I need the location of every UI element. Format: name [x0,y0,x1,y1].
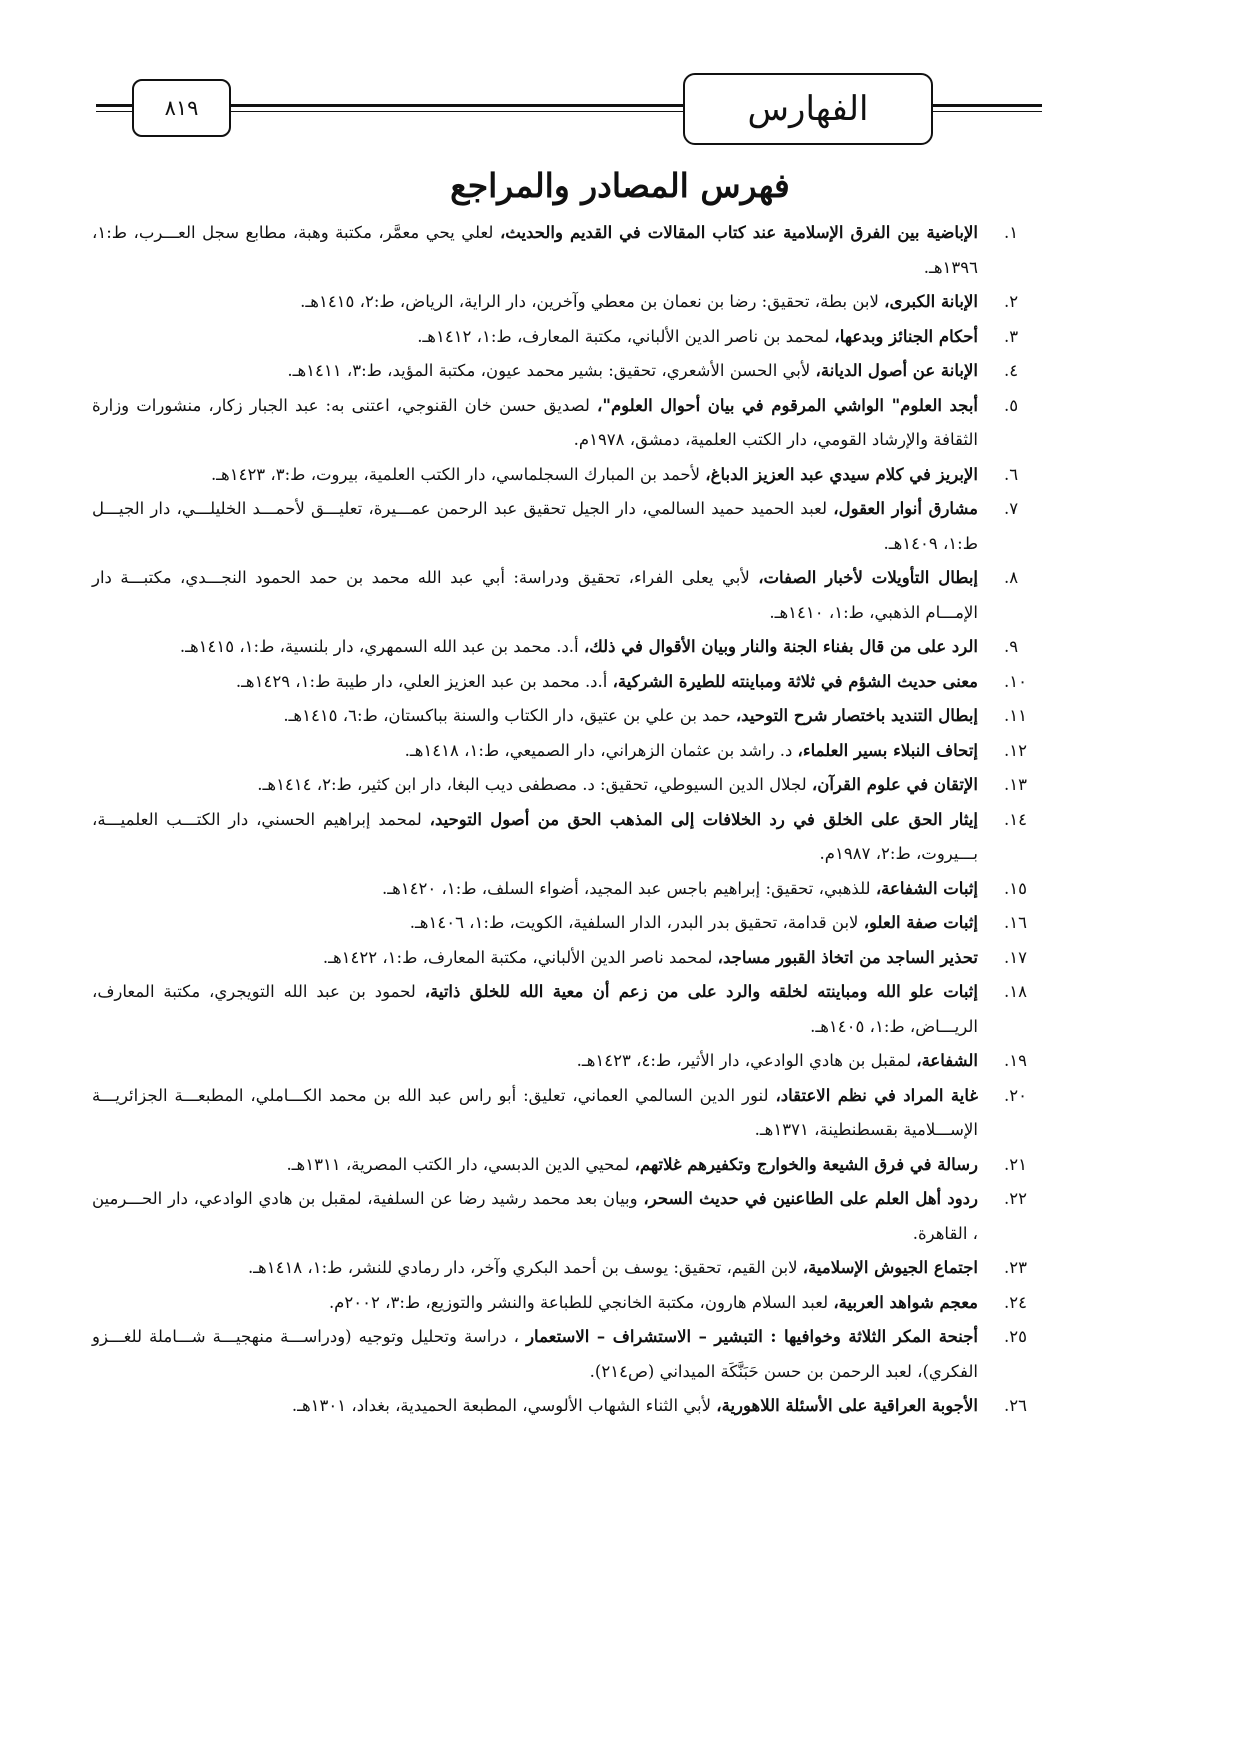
list-item [92,458,1052,493]
entry-details: لعبد الحميد حميد السالمي، دار الجيل تحقيق عبد الرحمن عمـــيرة، تعليـــق لأحمـــد الخليلـــي، دار الجيـــل ط:١، ١٤٠٩هـ. [92,499,978,553]
entry-details: لأبي الحسن الأشعري، تحقيق: بشير محمد عيون، مكتبة المؤيد، ط:٣، ١٤١١هـ. [287,361,816,380]
entry-details: لابن قدامة، تحقيق بدر البدر، الدار السلفية، الكويت، ط:١، ١٤٠٦هـ. [409,913,864,932]
entry-details: لمقبل بن هادي الوادعي، دار الأثير، ط:٤، ١٤٢٣هـ. [576,1051,917,1070]
entry-number: ٢٥. [1004,1327,1027,1346]
entry-title: إثبات الشفاعة، [875,878,978,898]
entry-details: لمحمد بن ناصر الدين الألباني، مكتبة المعارف، ط:١، ١٤١٢هـ. [417,326,835,346]
entry-title: أحكام الجنائز وبدعها، [834,326,978,346]
entry-title: إثبات صفة العلو، [863,913,978,932]
entry-details: أ.د. محمد بن عبد العزيز العلي، دار طيبة ط:١، ١٤٢٩هـ. [235,671,613,691]
entry-details: لجلال الدين السيوطي، تحقيق: د. مصطفى ديب البغا، دار ابن كثير، ط:٢، ١٤١٤هـ. [257,775,812,794]
entry-details: لحمود بن عبد الله التويجري، مكتبة المعارف، الريـــاض، ط:١، ١٤٠٥هـ. [92,982,978,1036]
entry-details: لابن القيم، تحقيق: يوسف بن أحمد البكري وآخر، دار رمادي للنشر، ط:١، ١٤١٨هـ. [247,1258,803,1277]
entry-details: لأحمد بن المبارك السجلماسي، دار الكتب العلمية، بيروت، ط:٣، ١٤٢٣هـ. [210,464,706,484]
entry-number: ١٩. [1004,1051,1027,1070]
entry-details: ، دراسة وتحليل وتوجيه (ودراســـة منهجيـــة شـــاملة للغـــزو الفكري)، لعبد الرحمن بن حسن حَبَنَّكَة الميداني (ص٢١٤). [92,1327,978,1381]
entry-title: الشفاعة، [916,1051,978,1070]
entry-details: لعلي يحي معمَّر، مكتبة وهبة، مطابع سجل العـــرب، ط:١، ١٣٩٦هـ. [92,223,978,277]
list-item [92,285,1052,320]
entry-title: إثبات علو الله ومباينته لخلقه والرد على من زعم أن معية الله للخلق ذاتية، [424,982,978,1001]
entry-title: الإبانة الكبرى، [884,292,978,311]
entry-details: لعبد السلام هارون، مكتبة الخانجي للطباعة والنشر والتوزيع، ط:٣، ٢٠٠٢م. [328,1292,834,1312]
entry-number: ٦. [1004,464,1019,484]
entry-number: ٥. [1004,395,1019,415]
list-item [92,1251,1052,1286]
list-item [92,665,1052,700]
entry-title: اجتماع الجيوش الإسلامية، [802,1258,978,1277]
list-item [92,630,1052,665]
list-item [92,1389,1052,1424]
list-item [92,492,1052,561]
section-title-box [683,73,933,145]
entry-title: إيثار الحق على الخلق في رد الخلافات إلى المذهب الحق من أصول التوحيد، [429,809,978,829]
list-item [92,872,1052,907]
entry-details: لمحيي الدين الدبسي، دار الكتب المصرية، ١٣١١هـ. [286,1154,635,1174]
list-item [92,389,1052,458]
entry-details: أ.د. محمد بن عبد الله السمهري، دار بلنسية، ط:١، ١٤١٥هـ. [179,637,584,656]
entry-title: الإباضية بين الفرق الإسلامية عند كتاب المقالات في القديم والحديث، [499,223,978,242]
entry-number: ١. [1004,223,1019,242]
entry-details: لمحمد إبراهيم الحسني، دار الكتـــب العلميـــة، بـــيروت، ط:٢، ١٩٨٧م. [92,809,978,863]
entry-number: ٢٢. [1004,1189,1027,1208]
list-item [92,906,1052,941]
list-item [92,1320,1052,1389]
list-item [92,699,1052,734]
entry-details: لصديق حسن خان القنوجي، اعتنى به: عبد الجبار زكار، منشورات وزارة الثقافة والإرشاد القومي، دار الكتب العلمية، دمشق، ١٩٧٨م. [92,395,978,449]
list-item [92,354,1052,389]
list-item [92,1148,1052,1183]
entry-details: لأبي يعلى الفراء، تحقيق ودراسة: أبي عبد الله محمد بن حمد الحمود النجـــدي، مكتبـــة دار الإمـــام الذهبي، ط:١، ١٤١٠هـ. [92,568,978,622]
entry-number: ١٥. [1004,878,1027,898]
list-item [92,216,1052,285]
entry-title: الإبانة عن أصول الديانة، [815,361,978,380]
entry-number: ٢. [1004,292,1019,311]
entry-details: د. راشد بن عثمان الزهراني، دار الصميعي، ط:١، ١٤١٨هـ. [404,740,798,760]
entry-number: ١٢. [1004,740,1027,760]
entry-title: معجم شواهد العربية، [833,1292,978,1312]
entry-title: رسالة في فرق الشيعة والخوارج وتكفيرهم غلاتهم، [634,1154,978,1174]
list-item [92,975,1052,1044]
list-item [92,561,1052,630]
list-item [92,734,1052,769]
entry-details: لابن بطة، تحقيق: رضا بن نعمان بن معطي وآخرين، دار الراية، الرياض، ط:٢، ١٤١٥هـ. [300,292,885,311]
entry-number: ١٦. [1004,913,1027,932]
list-item [92,768,1052,803]
entry-number: ١١. [1004,706,1027,725]
entry-details: لمحمد ناصر الدين الألباني، مكتبة المعارف، ط:١، ١٤٢٢هـ. [322,947,718,967]
entry-title: مشارق أنوار العقول، [833,499,979,518]
entry-number: ١٨. [1004,982,1027,1001]
entry-title: تحذير الساجد من اتخاذ القبور مساجد، [717,947,978,967]
entry-title: الأجوبة العراقية على الأسئلة اللاهورية، [716,1396,978,1415]
list-item [92,1182,1052,1251]
list-item [92,1286,1052,1321]
bibliography-list [92,216,1052,1424]
entry-title: الإبريز في كلام سيدي عبد العزيز الدباغ، [705,464,978,484]
page-number: ٨١٩ [164,96,199,120]
entry-details: للذهبي، تحقيق: إبراهيم باجس عبد المجيد، أضواء السلف، ط:١، ١٤٢٠هـ. [382,878,876,898]
entry-number: ٢٣. [1004,1258,1027,1277]
entry-title: إبطال التأويلات لأخبار الصفات، [758,568,978,587]
list-item [92,1079,1052,1148]
entry-number: ٨. [1004,568,1019,587]
entry-title: الرد على من قال بفناء الجنة والنار وبيان الأقوال في ذلك، [583,637,978,656]
entry-number: ٢٦. [1004,1396,1027,1415]
entry-details: وبيان بعد محمد رشيد رضا عن السلفية، لمقبل بن هادي الوادعي، دار الحـــرمين ، القاهرة. [92,1189,978,1243]
list-item [92,941,1052,976]
entry-number: ٣. [1004,326,1019,346]
entry-title: غاية المراد في نظم الاعتقاد، [775,1085,979,1105]
list-item [92,320,1052,355]
entry-number: ٧. [1004,499,1019,518]
entry-title: إبطال التنديد باختصار شرح التوحيد، [735,706,978,725]
entry-number: ٤. [1004,361,1019,380]
entry-number: ٢٤. [1004,1292,1027,1312]
entry-title: معنى حديث الشؤم في ثلاثة ومباينته للطيرة الشركية، [612,671,978,691]
entry-number: ٢١. [1004,1154,1027,1174]
entry-number: ١٣. [1004,775,1027,794]
section-title: الفهارس [747,89,869,129]
list-item [92,1044,1052,1079]
entry-number: ١٧. [1004,947,1027,967]
page-number-box [132,79,231,137]
entry-title: أجنحة المكر الثلاثة وخوافيها : التبشير – الاستشراف – الاستعمار [526,1327,978,1346]
page-title: فهرس المصادر والمراجع [450,166,790,205]
entry-number: ١٠. [1004,671,1027,691]
entry-number: ٢٠. [1004,1085,1027,1105]
entry-details: لنور الدين السالمي العماني، تعليق: أبو راس عبد الله بن محمد الكـــاملي، المطبعـــة الجزائريـــة الإســـلامية بقسطنطينة، ١٣٧١هـ. [92,1085,978,1139]
list-item [92,803,1052,872]
entry-number: ٩. [1004,637,1019,656]
entry-details: لأبي الثناء الشهاب الألوسي، المطبعة الحميدية، بغداد، ١٣٠١هـ. [291,1396,717,1415]
entry-title: إتحاف النبلاء بسير العلماء، [797,740,978,760]
entry-number: ١٤. [1004,809,1027,829]
entry-title: الإتقان في علوم القرآن، [811,775,978,794]
entry-details: حمد بن علي بن عتيق، دار الكتاب والسنة بباكستان، ط:٦، ١٤١٥هـ. [283,706,736,725]
entry-title: ردود أهل العلم على الطاعنين في حديث السحر، [643,1189,978,1208]
entry-title: أبجد العلوم" الواشي المرقوم في بيان أحوال العلوم"، [597,395,978,415]
